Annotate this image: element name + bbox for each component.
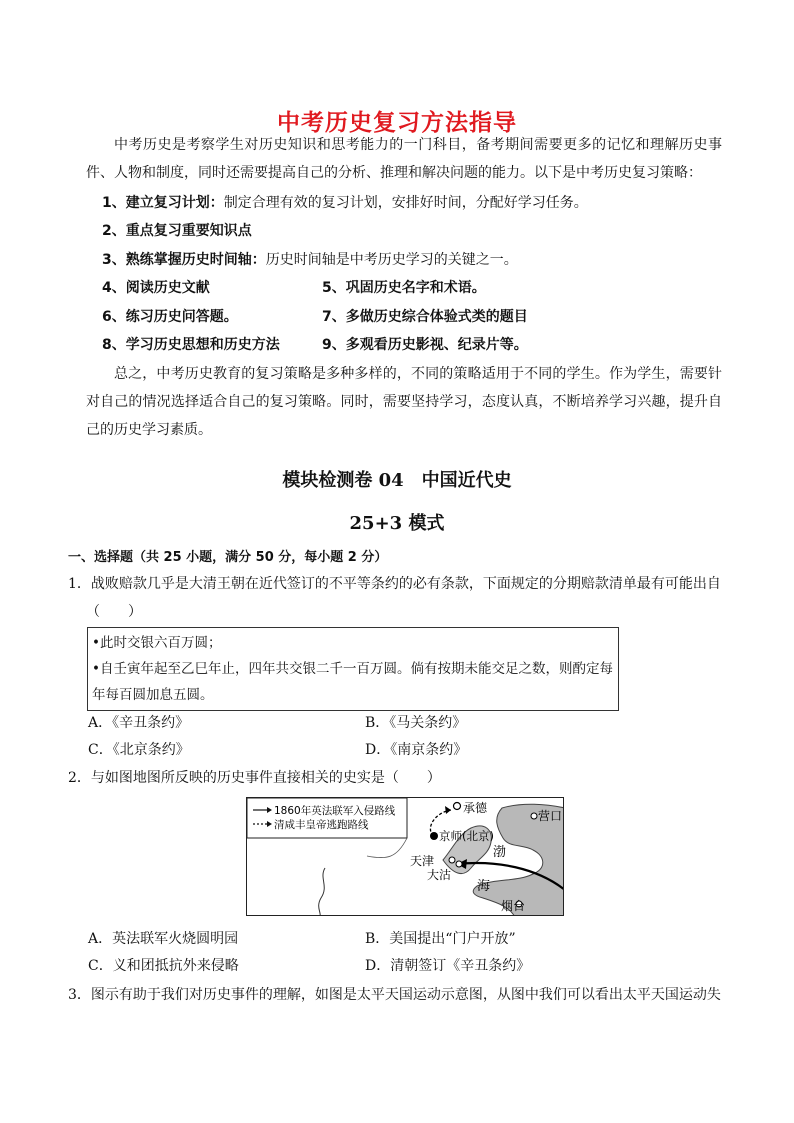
- intro-paragraph: 中考历史是考察学生对历史知识和思考能力的一门科目，备考期间需要更多的记忆和理解历史事件、人物和制度，同时还需要提高自己的分析、推理和解决问题的能力。以下是中考历史复习策略：: [86, 137, 722, 181]
- strategy-8-label: 8、学习历史思想和历史方法: [102, 337, 280, 353]
- q2-option-d[interactable]: D．清朝签订《辛丑条约》: [365, 958, 531, 974]
- label-jingshi: 京师(北京): [439, 829, 494, 843]
- strategy-1-label: 1、建立复习计划：: [102, 195, 224, 211]
- strategy-3-text: 历史时间轴是中考历史学习的关键之一。: [265, 252, 518, 268]
- strategy-9: [322, 335, 528, 355]
- strategy-5: [322, 278, 486, 298]
- strategy-6-label: 6、练习历史问答题。: [102, 309, 238, 325]
- escape-arrow: [445, 806, 451, 814]
- strategy-4-label: 4、阅读历史文献: [102, 280, 210, 296]
- river-line: [319, 868, 325, 916]
- strategy-1: [102, 193, 588, 213]
- strategy-9-label: 9、多观看历史影视、纪录片等。: [322, 337, 528, 353]
- q1-option-b[interactable]: B．《马关条约》: [365, 715, 467, 731]
- strategy-6: [102, 307, 238, 327]
- label-yantai: 烟台: [501, 899, 526, 913]
- source-line-2: •自壬寅年起至乙巳年止，四年共交银二千一百万圆。倘有按期未能交足之数，则酌定每年每百圆加息五圆。: [92, 661, 613, 703]
- strategy-7: [322, 307, 528, 327]
- question-1-source-box: [87, 627, 619, 711]
- section-heading: 一、选择题（共 25 小题，满分 50 分，每小题 2 分）: [68, 550, 388, 565]
- question-3-stem: 3．图示有助于我们对历史事件的理解，如图是太平天国运动示意图，从图中我们可以看出太平天国运动失: [68, 987, 721, 1003]
- q1-option-d[interactable]: D．《南京条约》: [365, 742, 468, 758]
- strategy-2-label: 2、重点复习重要知识点: [102, 223, 252, 239]
- summary-paragraph: 总之，中考历史教育的复习策略是多种多样的，不同的策略适用于不同的学生。作为学生，需要针对自己的情况选择适合自己的复习策略。同时，需要坚持学习，态度认真，不断培养学习兴趣，提升自己的历史学习素质。: [86, 366, 722, 438]
- dagu-dot: [456, 861, 462, 867]
- legend-label-1: 1860年英法联军入侵路线: [274, 805, 396, 817]
- question-1-paren: （ ）: [86, 604, 142, 620]
- q2-option-b[interactable]: B．美国提出“门户开放”: [365, 931, 516, 947]
- strategy-3: [102, 250, 518, 270]
- strategy-8: [102, 335, 280, 355]
- map-legend-box: [247, 798, 407, 838]
- q2-option-c[interactable]: C．义和团抵抗外来侵略: [88, 958, 239, 974]
- question-2-stem: 2．与如图地图所反映的历史事件直接相关的史实是（ ）: [68, 770, 441, 786]
- label-bo: 渤: [493, 845, 507, 860]
- strategy-3-label: 3、熟练掌握历史时间轴：: [102, 252, 266, 268]
- strategy-7-label: 7、多做历史综合体验式类的题目: [322, 309, 528, 325]
- q2-option-a[interactable]: A．英法联军火烧圆明园: [88, 931, 239, 947]
- q1-option-a[interactable]: A．《辛丑条约》: [88, 715, 190, 731]
- strategy-5-label: 5、巩固历史名字和术语。: [322, 280, 486, 296]
- yingkou-dot: [531, 813, 537, 819]
- tianjin-dot: [449, 857, 455, 863]
- page-title: 中考历史复习方法指导: [277, 110, 517, 136]
- source-line-1: •此时交银六百万圆；: [92, 635, 222, 651]
- history-map: [246, 797, 564, 916]
- border-line: [367, 838, 407, 858]
- jingshi-dot: [430, 832, 438, 840]
- label-yingkou: 营口: [538, 809, 563, 823]
- question-1-text: 1．战败赔款几乎是大清王朝在近代签订的不平等条约的必有条款，下面规定的分期赔款清单最有可能出自: [68, 576, 721, 592]
- strategy-2: [102, 221, 252, 241]
- legend-label-2: 清咸丰皇帝逃跑路线: [274, 819, 369, 831]
- chengde-dot: [454, 803, 461, 810]
- exam-heading: 模块检测卷 04 中国近代史: [282, 470, 512, 491]
- map-drawing: [247, 798, 564, 916]
- exam-subheading: 25+3 模式: [349, 513, 445, 534]
- label-hai: 海: [477, 879, 491, 894]
- q1-option-c[interactable]: C．《北京条约》: [88, 742, 190, 758]
- question-1-stem: [68, 570, 728, 626]
- label-chengde: 承德: [463, 801, 488, 815]
- label-dagu: 大沽: [427, 868, 452, 882]
- strategy-4: [102, 278, 210, 298]
- strategy-1-text: 制定合理有效的复习计划，安排好时间，分配好学习任务。: [223, 195, 588, 211]
- label-tianjin: 天津: [410, 854, 435, 868]
